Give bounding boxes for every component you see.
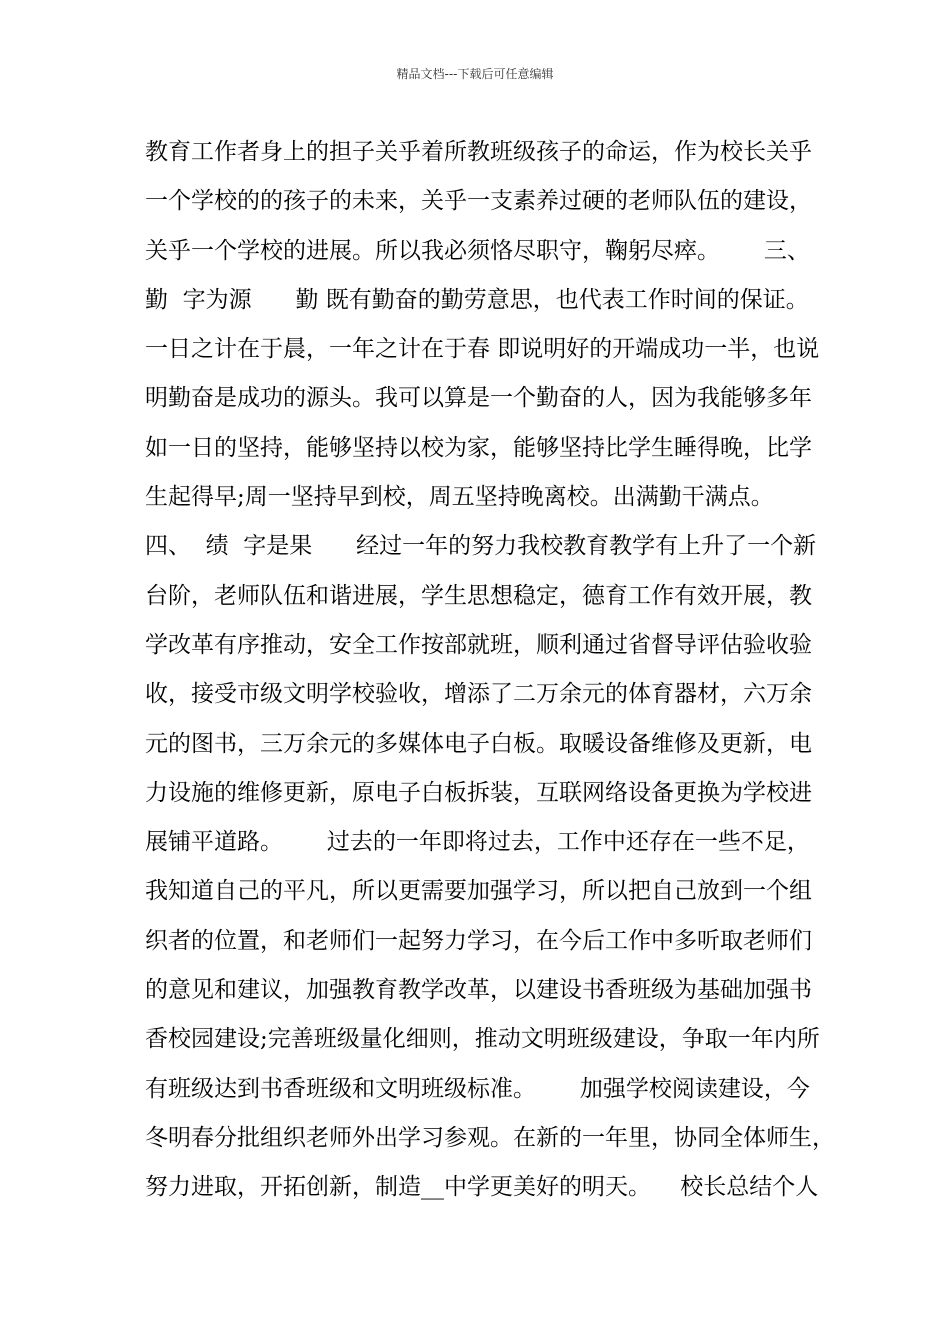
page-header: 精品文档---下载后可任意编辑 (396, 67, 554, 81)
body-line: 如一日的坚持，能够坚持以校为家，能够坚持比学生睡得晚，比学 (145, 434, 812, 461)
body-line: 学改革有序推动，安全工作按部就班，顺利通过省督导评估验收验 (145, 631, 812, 658)
body-line: 勤 字为源 勤 既有勤奋的勤劳意思，也代表工作时间的保证。 (145, 286, 809, 313)
body-line: 教育工作者身上的担子关乎着所教班级孩子的命运，作为校长关乎 (145, 139, 812, 165)
body-line: 有班级达到书香班级和文明班级标准。 加强学校阅读建设，今 (145, 1075, 810, 1102)
body-line: 努力进取，开拓创新，制造__中学更美好的明天。 校长总结个人 (145, 1174, 819, 1201)
body-line: 一日之计在于晨，一年之计在于春 即说明好的开端成功一半，也说 (145, 336, 820, 363)
body-line: 元的图书，三万余元的多媒体电子白板。取暖设备维修及更新，电 (145, 730, 812, 757)
body-line: 生起得早;周一坚持早到校，周五坚持晚离校。出满勤干满点。 (145, 484, 774, 511)
body-line: 收，接受市级文明学校验收，增添了二万余元的体育器材，六万余 (145, 681, 812, 708)
body-line: 冬明春分批组织老师外出学习参观。在新的一年里，协同全体师生， (145, 1124, 835, 1151)
body-line: 香校园建设;完善班级量化细则，推动文明班级建设，争取一年内所 (145, 1026, 820, 1053)
body-line: 的意见和建议，加强教育教学改革，以建设书香班级为基础加强书 (145, 977, 812, 1004)
body-line: 织者的位置，和老师们一起努力学习，在今后工作中多听取老师们 (145, 927, 812, 954)
body-line: 展铺平道路。 过去的一年即将过去，工作中还存在一些不足， (145, 829, 810, 856)
body-line: 关乎一个学校的进展。所以我必须恪尽职守，鞠躬尽瘁。 三、 (145, 237, 810, 264)
body-line: 台阶，老师队伍和谐进展，学生思想稳定，德育工作有效开展，教 (145, 582, 812, 609)
body-line: 力设施的维修更新，原电子白板拆装，互联网络设备更换为学校进 (145, 779, 812, 806)
body-line: 明勤奋是成功的源头。我可以算是一个勤奋的人，因为我能够多年 (145, 385, 812, 412)
document-body (145, 128, 835, 1213)
body-line: 四、 绩 字是果 经过一年的努力我校教育教学有上升了一个新 (145, 533, 817, 560)
body-line: 我知道自己的平凡，所以更需要加强学习，所以把自己放到一个组 (145, 878, 812, 905)
body-line: 一个学校的的孩子的未来，关乎一支素养过硬的老师队伍的建设， (145, 188, 812, 215)
